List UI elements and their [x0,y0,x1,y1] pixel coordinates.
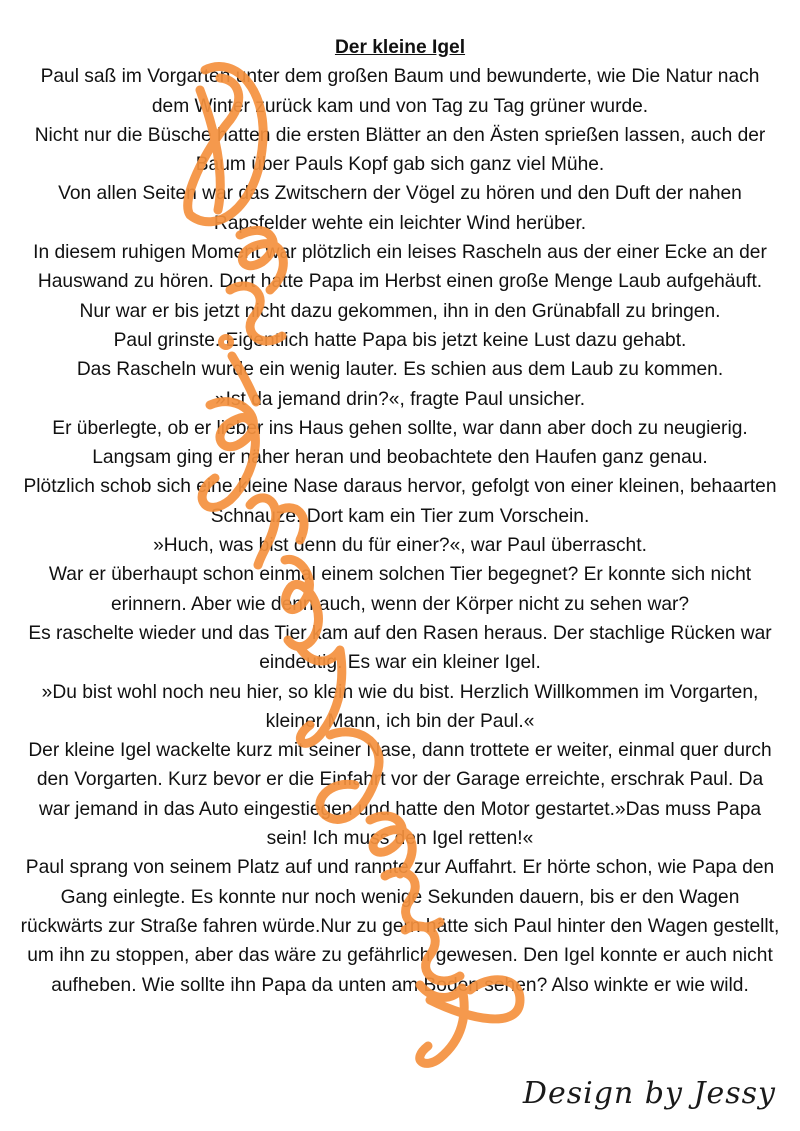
paragraph: Er überlegte, ob er lieber ins Haus gehen sollte, war dann aber doch zu neugierig. Langsam ging er näher heran und beobachtete den Haufen ganz genau. [52,417,748,469]
paragraph: »Du bist wohl noch neu hier, so klein wie du bist. Herzlich Willkommen im Vorgarten, kleiner Mann, ich bin der Paul.« [41,681,759,732]
paragraph: In diesem ruhigen Moment war plötzlich ein leises Rascheln aus der einer Ecke an der Hauswand zu hören. Dort hatte Papa im Herbst einen große Menge Laub aufgehäuft. Nur war er bis jetzt nicht dazu gekommen, ihn in den Grünabfall zu bringen. [33,242,767,322]
paragraph: Plötzlich schob sich eine kleine Nase daraus hervor, gefolgt von einer kleinen, behaarten Schnauze. Dort kam ein Tier zum Vorschein. [23,476,777,527]
paragraph: Von allen Seiten war das Zwitschern der Vögel zu hören und den Duft der nahen Rapsfelder wehte ein leichter Wind herüber. [58,183,742,234]
story-body [20,33,780,1000]
signature-logo [523,1076,776,1111]
paragraph: Nicht nur die Büsche hatten die ersten Blätter an den Ästen sprießen lassen, auch der Baum über Pauls Kopf gab sich ganz viel Mühe. [34,124,766,176]
paragraph: »Huch, was bist denn du für einer?«, war Paul überrascht. [153,535,647,557]
paragraph: »Ist da jemand drin?«, fragte Paul unsicher. [214,388,586,410]
document-title: Der kleine Igel [334,37,466,58]
paragraph: Der kleine Igel wackelte kurz mit seiner Nase, dann trottete er weiter, einmal quer durch den Vorgarten. Kurz bevor er die Einfahrt vor der Garage erreichte, erschrak Paul. Da war jemand in das Auto eingestiegen und hatte den Motor gestartet.»Das muss Papa sein! Ich muss den Igel retten!« [28,740,772,850]
signature-text: Design by Jessy [522,1076,776,1111]
paragraph: War er überhaupt schon einmal einem solchen Tier begegnet? Er konnte sich nicht erinnern. Aber wie denn auch, wenn der Körper nicht zu sehen war? [48,564,752,615]
paragraph: Paul saß im Vorgarten unter dem großen Baum und bewunderte, wie Die Natur nach dem Winter zurück kam und von Tag zu Tag grüner wurde. [40,66,760,117]
paragraph: Das Rascheln wurde ein wenig lauter. Es schien aus dem Laub zu kommen. [76,359,724,381]
paragraph: Paul grinste. Eigentlich hatte Papa bis jetzt keine Lust dazu gehabt. [113,329,687,351]
paragraph: Paul sprang von seinem Platz auf und rannte zur Auffahrt. Er hörte schon, wie Papa den Gang einlegte. Es konnte nur noch wenige Sekunden dauern, bis er den Wagen rückwärts zur Straße fahren würde.Nur zu gern hätte sich Paul hinter den Wagen gestellt, um ihn zu stoppen, aber das wäre zu gefährlich gewesen. Den Igel konnte er auch nicht aufheben. Wie sollte ihn Papa da unten am Boden sehen? Also winkte er wie wild. [20,857,780,996]
paragraph: Es raschelte wieder und das Tier kam auf den Rasen heraus. Der stachlige Rücken war eindeutig. Es war ein kleiner Igel. [28,622,772,674]
